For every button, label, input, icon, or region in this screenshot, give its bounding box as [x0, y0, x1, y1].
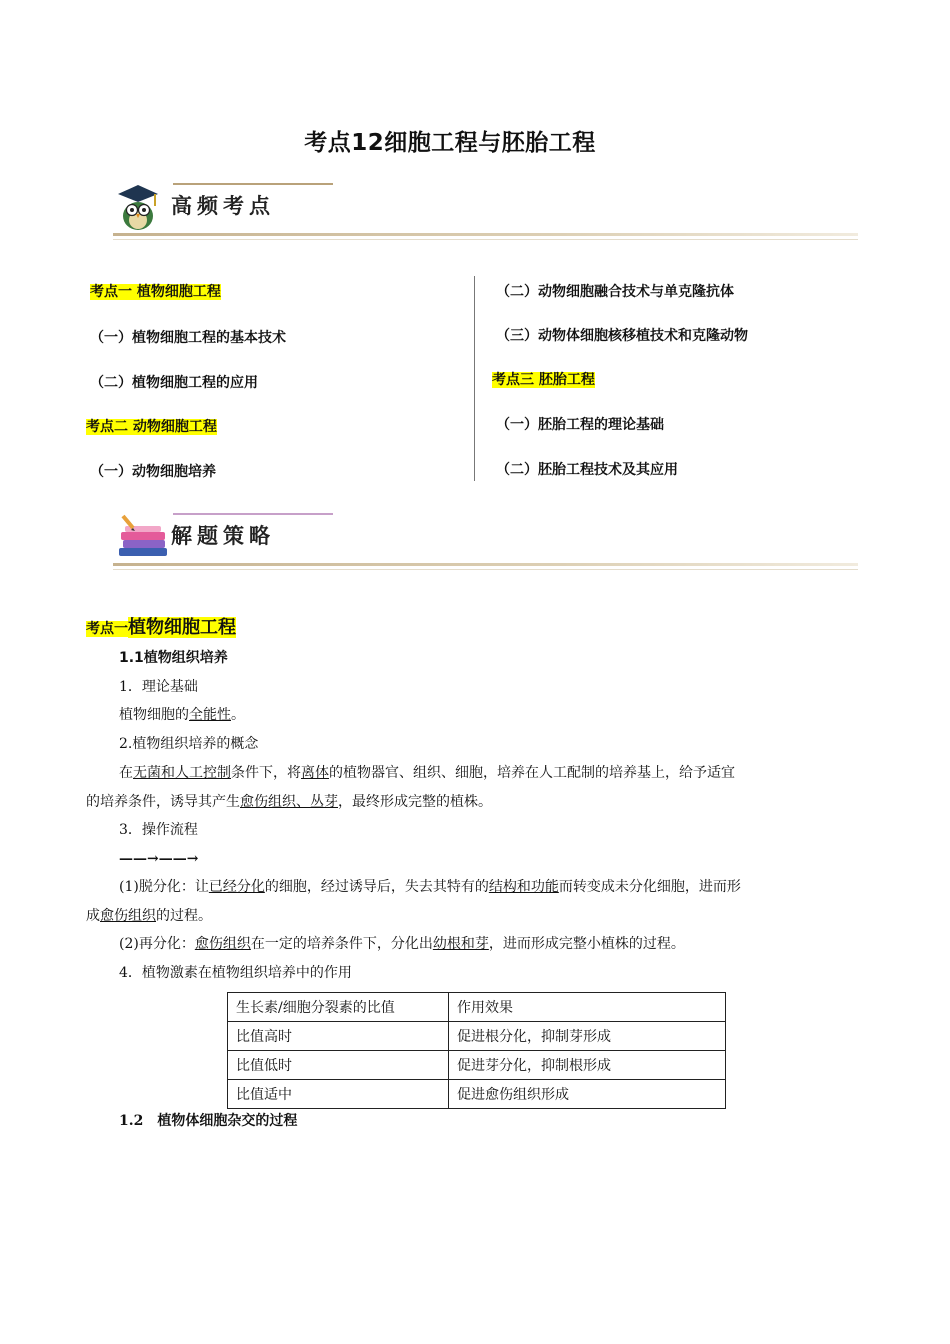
toc-right-item-1: （二）动物细胞融合技术与单克隆抗体: [496, 284, 734, 300]
item-1: 1．理论基础: [119, 679, 198, 695]
hormone-ratio-table: [227, 992, 726, 1109]
toc-right-item-4: （一）胚胎工程的理论基础: [496, 417, 664, 433]
page-title: 考点12细胞工程与胚胎工程: [304, 130, 596, 156]
table-row: [228, 1051, 726, 1080]
table-cell: 比值适中: [228, 1080, 449, 1109]
banner-title: 解题策略: [171, 524, 275, 548]
table-row: [228, 1022, 726, 1051]
toc-right-item-2: （三）动物体细胞核移植技术和克隆动物: [496, 328, 748, 344]
paragraph-concept-line2: 的培养条件，诱导其产生愈伤组织、丛芽，最终形成完整的植株。: [86, 794, 492, 810]
subheading-1-2: 1.2 植物体细胞杂交的过程: [119, 1113, 298, 1129]
subheading-1-1: 1.1植物组织培养: [119, 650, 228, 666]
table-cell: 促进愈伤组织形成: [449, 1080, 726, 1109]
table-header-cell: 生长素/细胞分裂素的比值: [228, 993, 449, 1022]
high-frequency-banner: [113, 180, 858, 240]
flow-arrows: ——→——→: [119, 851, 199, 867]
banner-title: 高频考点: [171, 194, 275, 218]
table-header-cell: 作用效果: [449, 993, 726, 1022]
item-2: 2.植物组织培养的概念: [119, 736, 259, 752]
paragraph-dedifferentiation-line2: 成愈伤组织的过程。: [86, 908, 212, 924]
table-header-row: [228, 993, 726, 1022]
toc-divider: [474, 276, 475, 481]
table-cell: 促进芽分化，抑制根形成: [449, 1051, 726, 1080]
books-pencil-icon: [115, 512, 171, 562]
paragraph-totipotency: 植物细胞的全能性。: [119, 707, 245, 723]
paragraph-concept-line1: 在无菌和人工控制条件下，将离体的植物器官、组织、细胞，培养在人工配制的培养基上，给予适宜: [119, 765, 735, 781]
toc-right-item-3: 考点三 胚胎工程: [492, 372, 595, 388]
section-heading: 考点一植物细胞工程: [86, 617, 236, 638]
strategy-banner: [113, 510, 858, 570]
toc-left-item-4: 考点二 动物细胞工程: [86, 419, 217, 435]
owl-scholar-icon: [113, 182, 163, 232]
toc-left-item-2: （一）植物细胞工程的基本技术: [90, 330, 286, 346]
toc-left-item-3: （二）植物细胞工程的应用: [90, 375, 258, 391]
table-cell: 促进根分化，抑制芽形成: [449, 1022, 726, 1051]
toc-right-item-5: （二）胚胎工程技术及其应用: [496, 462, 678, 478]
toc-left-item-5: （一）动物细胞培养: [90, 464, 216, 480]
table-cell: 比值低时: [228, 1051, 449, 1080]
paragraph-redifferentiation: (2)再分化：愈伤组织在一定的培养条件下，分化出幼根和芽，进而形成完整小植株的过程。: [119, 936, 685, 952]
paragraph-dedifferentiation-line1: (1)脱分化：让已经分化的细胞，经过诱导后，失去其特有的结构和功能而转变成未分化细胞，进而形: [119, 879, 741, 895]
item-4: 4．植物激素在植物组织培养中的作用: [119, 965, 352, 981]
table-row: [228, 1080, 726, 1109]
toc-left-item-1: 考点一 植物细胞工程: [90, 284, 221, 300]
table-cell: 比值高时: [228, 1022, 449, 1051]
item-3: 3．操作流程: [119, 822, 198, 838]
